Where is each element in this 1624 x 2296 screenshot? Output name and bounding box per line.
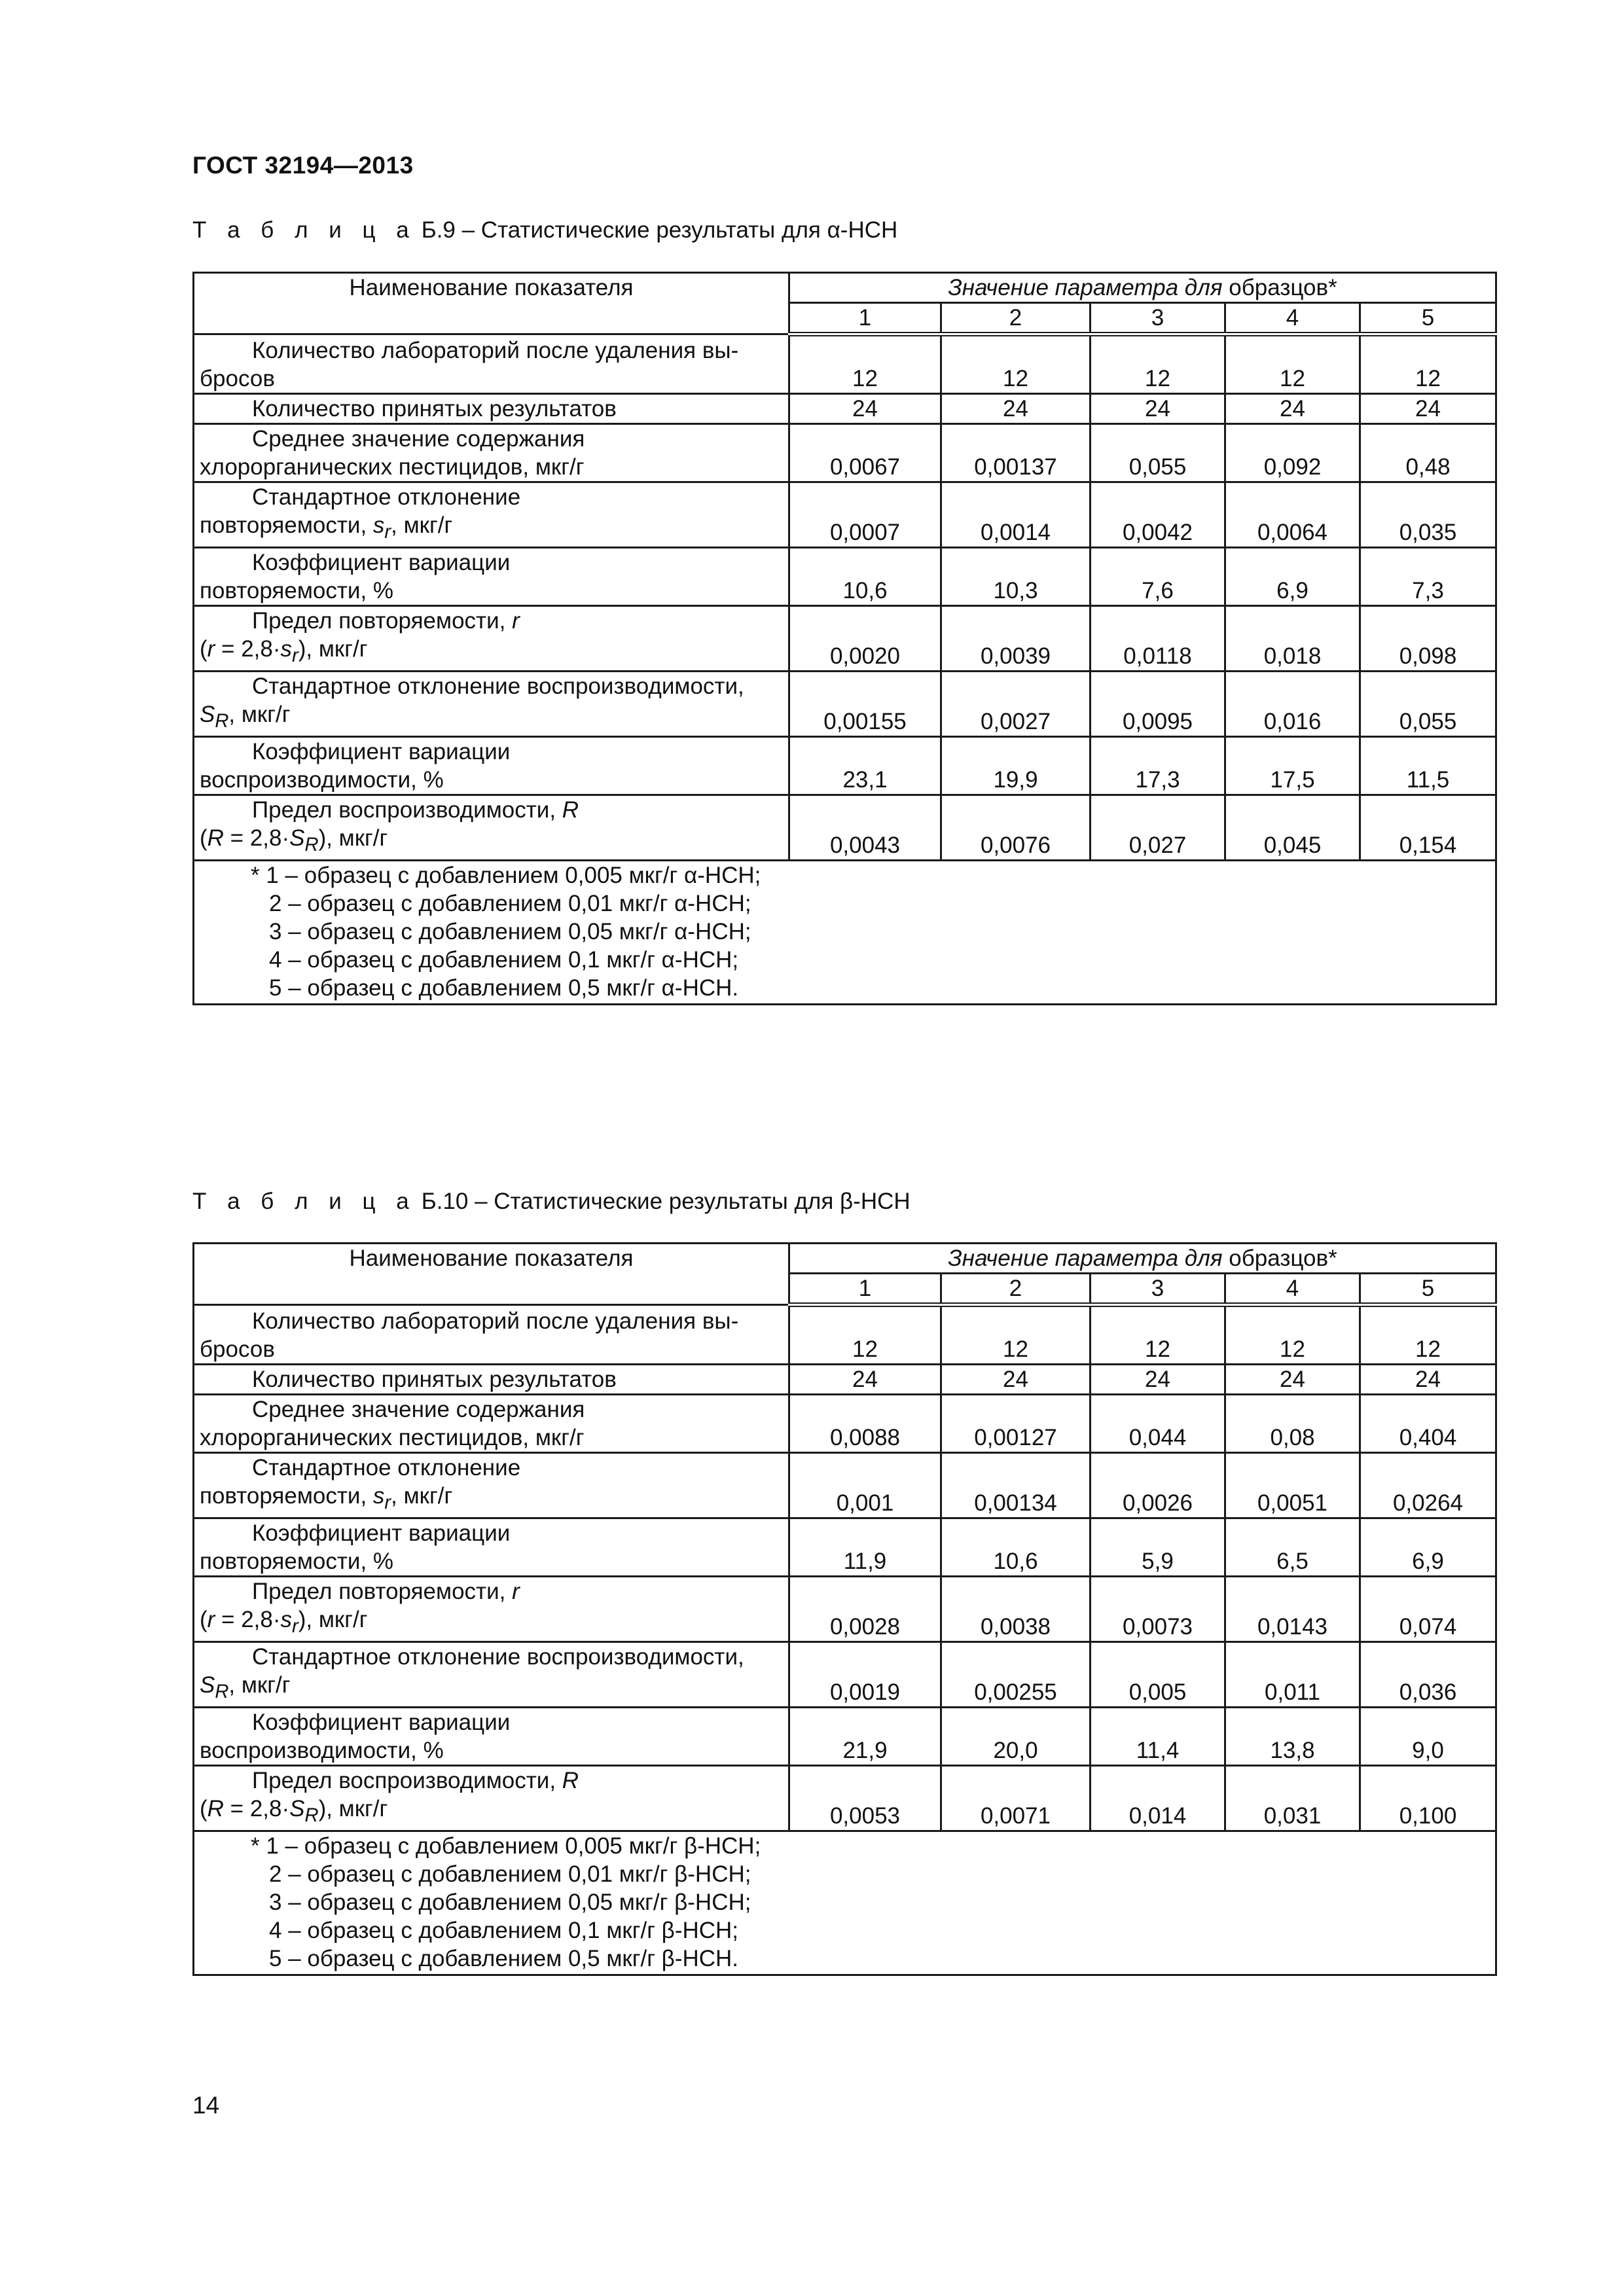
table-cell: 24 [941, 394, 1091, 424]
table-cell: 0,055 [1091, 424, 1225, 482]
footnote-line: 3 – образец с добавлением 0,05 мкг/г β-HCH; [269, 1890, 751, 1915]
table-cell: 0,035 [1360, 482, 1496, 548]
table-cell: 0,0067 [789, 424, 941, 482]
table-cell: 0,48 [1360, 424, 1496, 482]
table-cell: 0,00137 [941, 424, 1091, 482]
table-cell: 0,0118 [1091, 606, 1225, 672]
table-cell: 24 [1360, 394, 1496, 424]
footnote-line: 2 – образец с добавлением 0,01 мкг/г β-HCH; [269, 1861, 751, 1887]
row-label: Предел воспроизводимости, R $(R = 2,8\cdot S_R)$, мкг/г [194, 1766, 789, 1831]
table-cell: 6,5 [1225, 1518, 1360, 1577]
table-cell: 0,045 [1225, 795, 1360, 861]
table-cell: 12 [941, 334, 1091, 394]
table-cell: 20,0 [941, 1708, 1091, 1766]
table-cell: 13,8 [1225, 1708, 1360, 1766]
footnote-line: 4 – образец с добавлением 0,1 мкг/г α-HCH; [269, 947, 739, 973]
table-cell: 0,0264 [1360, 1453, 1496, 1518]
table-cell: 10,6 [941, 1518, 1091, 1577]
table-cell: 0,0076 [941, 795, 1091, 861]
table-cell: 0,0042 [1091, 482, 1225, 548]
table-row [194, 482, 1496, 548]
sample-header: 4 [1225, 303, 1360, 334]
table-cell: 11,4 [1091, 1708, 1225, 1766]
column-header-indicator: Наименование показателя [194, 1244, 789, 1305]
table-cell: 24 [1225, 1365, 1360, 1395]
row-label: Коэффициент вариации повторяемости, % [194, 548, 789, 606]
table-row [194, 795, 1496, 861]
table-cell: 17,5 [1225, 737, 1360, 795]
table-row [194, 1395, 1496, 1453]
table-cell: 0,0007 [789, 482, 941, 548]
table-caption-text: Б.10 – Статистические результаты для β-HCH [421, 1189, 911, 1214]
table-row [194, 1518, 1496, 1577]
table-cell: 0,08 [1225, 1395, 1360, 1453]
table-caption [192, 217, 897, 243]
sample-header: 2 [941, 1274, 1091, 1305]
statistics-table [192, 272, 1497, 1005]
row-label: Количество лабораторий после удаления вы- бросов [194, 1305, 789, 1365]
table-cell: 0,0027 [941, 672, 1091, 737]
table-cell: 0,011 [1225, 1642, 1360, 1708]
table-cell: 0,0028 [789, 1577, 941, 1642]
table-cell: 0,00255 [941, 1642, 1091, 1708]
row-label: Предел воспроизводимости, R $(R = 2,8\cdot S_R)$, мкг/г [194, 795, 789, 861]
column-group-header: Значение параметра для образцов* [789, 273, 1496, 303]
table-caption-text: Б.9 – Статистические результаты для α-HCH [421, 217, 898, 243]
table-cell: 12 [1225, 334, 1360, 394]
footnote-line: 4 – образец с добавлением 0,1 мкг/г β-HCH; [269, 1918, 739, 1943]
sample-header: 2 [941, 303, 1091, 334]
table-row [194, 1365, 1496, 1395]
table-row [194, 606, 1496, 672]
row-label: Предел повторяемости, r $(r = 2,8\cdot s_r)$, мкг/г [194, 606, 789, 672]
table-cell: 0,0039 [941, 606, 1091, 672]
page-number: 14 [192, 2092, 220, 2119]
table-cell: 6,9 [1360, 1518, 1496, 1577]
table-cell: 0,0038 [941, 1577, 1091, 1642]
table-cell: 11,5 [1360, 737, 1496, 795]
table-cell: 10,3 [941, 548, 1091, 606]
table-row [194, 394, 1496, 424]
table-row [194, 334, 1496, 394]
table-cell: 12 [1091, 334, 1225, 394]
table-cell: 0,0088 [789, 1395, 941, 1453]
table-row [194, 548, 1496, 606]
table-cell: 0,00155 [789, 672, 941, 737]
table-cell: 24 [1360, 1365, 1496, 1395]
table-cell: 0,055 [1360, 672, 1496, 737]
table-cell: 0,100 [1360, 1766, 1496, 1831]
footnote-line: 5 – образец с добавлением 0,5 мкг/г β-HCH. [269, 1946, 739, 1971]
row-label: Количество лабораторий после удаления вы- бросов [194, 334, 789, 394]
statistics-table [192, 1242, 1497, 1976]
document-header: ГОСТ 32194—2013 [192, 152, 414, 179]
sample-header: 5 [1360, 1274, 1496, 1305]
table-cell: 6,9 [1225, 548, 1360, 606]
table-cell: 0,0071 [941, 1766, 1091, 1831]
table-cell: 0,036 [1360, 1642, 1496, 1708]
table-row [194, 424, 1496, 482]
table-cell: 19,9 [941, 737, 1091, 795]
table-row [194, 1766, 1496, 1831]
table-cell: 0,0064 [1225, 482, 1360, 548]
table-cell: 0,0014 [941, 482, 1091, 548]
table-cell: 0,0043 [789, 795, 941, 861]
table-cell: 24 [941, 1365, 1091, 1395]
table-cell: 0,014 [1091, 1766, 1225, 1831]
table-caption [192, 1189, 911, 1215]
table-row [194, 1708, 1496, 1766]
footnote-line: * 1 – образец с добавлением 0,005 мкг/г β-HCH; [251, 1833, 761, 1859]
row-label: Стандартное отклонение повторяемости, $s_r$, мкг/г [194, 482, 789, 548]
table-cell: 24 [1091, 394, 1225, 424]
table-cell: 0,092 [1225, 424, 1360, 482]
table-row [194, 1305, 1496, 1365]
column-group-header: Значение параметра для образцов* [789, 1244, 1496, 1274]
table-cell: 0,031 [1225, 1766, 1360, 1831]
table-row [194, 1577, 1496, 1642]
row-label: Среднее значение содержания хлорорганических пестицидов, мкг/г [194, 424, 789, 482]
row-label: Предел повторяемости, r $(r = 2,8\cdot s_r)$, мкг/г [194, 1577, 789, 1642]
table-cell: 0,0095 [1091, 672, 1225, 737]
footnote-line: 3 – образец с добавлением 0,05 мкг/г α-HCH; [269, 919, 751, 944]
table-cell: 12 [1225, 1305, 1360, 1365]
table-cell: 12 [789, 334, 941, 394]
table-cell: 12 [1360, 1305, 1496, 1365]
table-footnote-row [194, 861, 1496, 1005]
table-cell: 0,0143 [1225, 1577, 1360, 1642]
table-cell: 5,9 [1091, 1518, 1225, 1577]
table-cell: 12 [1091, 1305, 1225, 1365]
table-cell: 0,044 [1091, 1395, 1225, 1453]
footnote-line: 2 – образец с добавлением 0,01 мкг/г α-HCH; [269, 891, 751, 916]
row-label: Коэффициент вариации воспроизводимости, % [194, 737, 789, 795]
table-cell: 0,0073 [1091, 1577, 1225, 1642]
column-header-indicator: Наименование показателя [194, 273, 789, 334]
table-cell: 0,154 [1360, 795, 1496, 861]
table-cell: 0,0051 [1225, 1453, 1360, 1518]
table-cell: 7,6 [1091, 548, 1225, 606]
row-label: Количество принятых результатов [194, 394, 789, 424]
table-cell: 0,0053 [789, 1766, 941, 1831]
table-cell: 24 [789, 1365, 941, 1395]
row-label: Стандартное отклонение воспроизводимости, $S_R$, мкг/г [194, 1642, 789, 1708]
table-footnote [194, 861, 1496, 1005]
row-label: Количество принятых результатов [194, 1365, 789, 1395]
row-label: Среднее значение содержания хлорорганических пестицидов, мкг/г [194, 1395, 789, 1453]
row-label: Коэффициент вариации воспроизводимости, % [194, 1708, 789, 1766]
table-caption-prefix: Т а б л и ц а [192, 1189, 416, 1214]
table-cell: 0,001 [789, 1453, 941, 1518]
sample-header: 1 [789, 303, 941, 334]
sample-header: 3 [1091, 303, 1225, 334]
table-cell: 24 [1091, 1365, 1225, 1395]
table-cell: 12 [789, 1305, 941, 1365]
table-cell: 0,0026 [1091, 1453, 1225, 1518]
table-row [194, 672, 1496, 737]
table-cell: 0,00134 [941, 1453, 1091, 1518]
footnote-line: * 1 – образец с добавлением 0,005 мкг/г α-HCH; [251, 863, 761, 888]
table-cell: 0,016 [1225, 672, 1360, 737]
table-cell: 7,3 [1360, 548, 1496, 606]
table-cell: 0,018 [1225, 606, 1360, 672]
row-label: Стандартное отклонение воспроизводимости, $S_R$, мкг/г [194, 672, 789, 737]
footnote-line: 5 – образец с добавлением 0,5 мкг/г α-HCH. [269, 975, 739, 1001]
table-cell: 17,3 [1091, 737, 1225, 795]
table-cell: 23,1 [789, 737, 941, 795]
table-cell: 10,6 [789, 548, 941, 606]
sample-header: 3 [1091, 1274, 1225, 1305]
table-cell: 0,00127 [941, 1395, 1091, 1453]
table-row [194, 1642, 1496, 1708]
table-cell: 21,9 [789, 1708, 941, 1766]
row-label: Коэффициент вариации повторяемости, % [194, 1518, 789, 1577]
table-cell: 0,005 [1091, 1642, 1225, 1708]
table-caption-prefix: Т а б л и ц а [192, 217, 416, 243]
table-cell: 24 [789, 394, 941, 424]
table-cell: 12 [941, 1305, 1091, 1365]
table-row [194, 737, 1496, 795]
table-cell: 0,0020 [789, 606, 941, 672]
sample-header: 5 [1360, 303, 1496, 334]
table-cell: 0,027 [1091, 795, 1225, 861]
table-cell: 0,0019 [789, 1642, 941, 1708]
table-cell: 24 [1225, 394, 1360, 424]
row-label: Стандартное отклонение повторяемости, $s_r$, мкг/г [194, 1453, 789, 1518]
table-row [194, 1453, 1496, 1518]
table-cell: 11,9 [789, 1518, 941, 1577]
table-cell: 0,098 [1360, 606, 1496, 672]
table-cell: 12 [1360, 334, 1496, 394]
table-cell: 0,404 [1360, 1395, 1496, 1453]
table-cell: 0,074 [1360, 1577, 1496, 1642]
table-footnote [194, 1831, 1496, 1975]
sample-header: 4 [1225, 1274, 1360, 1305]
sample-header: 1 [789, 1274, 941, 1305]
table-cell: 9,0 [1360, 1708, 1496, 1766]
table-footnote-row [194, 1831, 1496, 1975]
